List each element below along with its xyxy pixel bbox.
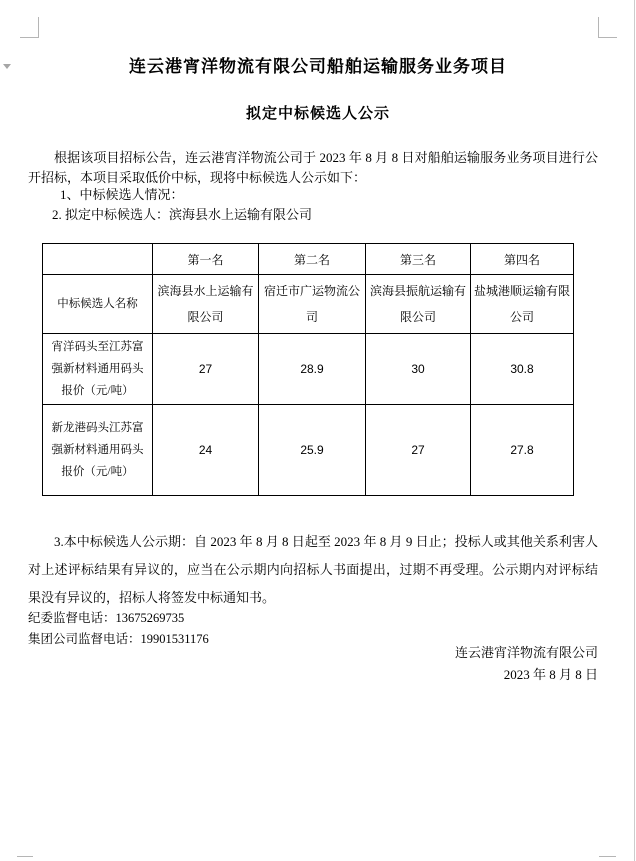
document-title: 连云港宵洋物流有限公司船舶运输服务业务项目: [129, 57, 507, 76]
table-row-rank-headers: [43, 244, 574, 275]
table-cell-rank-4: 第四名: [471, 244, 574, 275]
table-cell-candidate-2: 宿迁市广运物流公司: [259, 275, 366, 334]
table-cell-price-2-3: 27: [366, 405, 471, 496]
margin-corner-mark-top-left-v: [38, 17, 39, 37]
table-cell-price-1-2: 28.9: [259, 334, 366, 405]
table-cell-candidate-1: 滨海县水上运输有限公司: [153, 275, 259, 334]
list-item-2: 2. 拟定中标候选人：滨海县水上运输有限公司: [52, 207, 313, 222]
table-cell-price-1-1: 27: [153, 334, 259, 405]
notice-paragraph: 3.本中标候选人公示期：自 2023 年 8 月 8 日起至 2023 年 8 月 9 日止；投标人或其他关系利害人对上述评标结果有异议的，应当在公示期内向招标人书面提出，过期不再受理。公示期内对评标结果没有异议的，招标人将签发中标通知书。: [28, 534, 598, 605]
bid-candidates-table: [42, 243, 574, 496]
table-row-candidate-names: [43, 275, 574, 334]
table-cell-empty: [43, 244, 153, 275]
signature-company: 连云港宵洋物流有限公司: [454, 645, 598, 660]
table-cell-name-row-label: 中标候选人名称: [43, 275, 153, 334]
table-cell-rank-2: 第二名: [259, 244, 366, 275]
table-cell-price-1-3: 30: [366, 334, 471, 405]
table-cell-rank-1: 第一名: [153, 244, 259, 275]
table-row-price-xinlonggang: [43, 405, 574, 496]
table-cell-price-label-2: 新龙港码头江苏富强新材料通用码头报价（元/吨）: [43, 405, 153, 496]
list-item-1: 1、中标候选人情况：: [60, 187, 184, 202]
table-cell-price-1-4: 30.8: [471, 334, 574, 405]
margin-corner-mark-top-right-h: [598, 37, 617, 38]
group-supervision-phone: 集团公司监督电话：19901531176: [28, 632, 209, 646]
table-cell-candidate-4: 盐城港顺运输有限公司: [471, 275, 574, 334]
margin-corner-mark-top-right-v: [598, 17, 599, 37]
table-cell-price-2-1: 24: [153, 405, 259, 496]
table-cell-candidate-3: 滨海县振航运输有限公司: [366, 275, 471, 334]
margin-corner-mark-bottom-left-h: [17, 856, 33, 857]
table-cell-price-2-2: 25.9: [259, 405, 366, 496]
table-cell-rank-3: 第三名: [366, 244, 471, 275]
intro-paragraph: 根据该项目招标公告，连云港宵洋物流公司于 2023 年 8 月 8 日对船舶运输服务业务项目进行公开招标，本项目采取低价中标，现将中标候选人公示如下：: [28, 150, 598, 185]
discipline-supervision-phone: 纪委监督电话：13675269735: [28, 611, 185, 625]
table-cell-price-label-1: 宵洋码头至江苏富强新材料通用码头报价（元/吨）: [43, 334, 153, 405]
margin-corner-mark-top-left-h: [20, 37, 39, 38]
signature-date: 2023 年 8 月 8 日: [503, 667, 598, 682]
document-subtitle: 拟定中标候选人公示: [245, 106, 390, 122]
table-cell-price-2-4: 27.8: [471, 405, 574, 496]
page-right-edge: [634, 0, 635, 861]
table-row-price-xiaoyang: [43, 334, 574, 405]
margin-corner-mark-bottom-right-h: [599, 856, 616, 857]
